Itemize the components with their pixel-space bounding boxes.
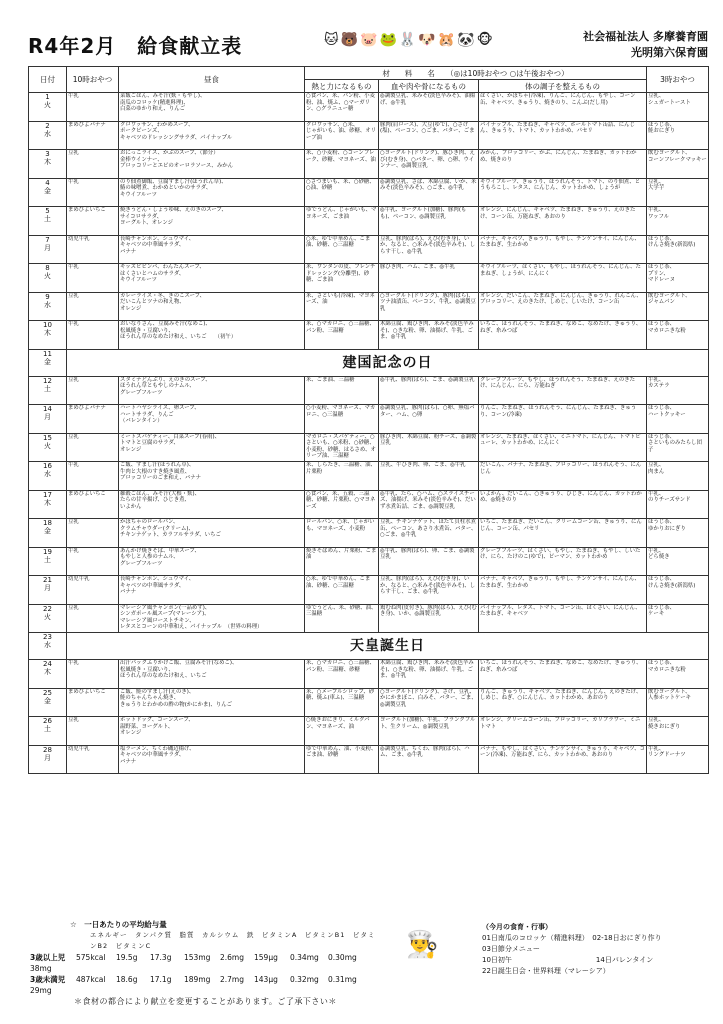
blood-cell: ヨーグルト(加糖)、牛乳、フランクフルト、生クリーム、◎調製豆乳 xyxy=(379,717,479,746)
chef-icon: 👨‍🍳 xyxy=(406,930,439,960)
snack10-cell: まめびよいちご xyxy=(67,688,119,717)
nutrition-row-label: 3歳以上児 xyxy=(30,953,66,962)
energy-cell: 米、さといも(冷凍)、マヨネーズ、油 xyxy=(305,292,379,321)
nutrition-value: 575kcal xyxy=(76,953,106,962)
day-number: 21 xyxy=(43,576,52,584)
weekday: 水 xyxy=(44,470,51,478)
blood-cell: 豆乳、牛ひき肉、卵、ごま、◎牛乳 xyxy=(379,462,479,491)
snack10-cell: 豆乳 xyxy=(67,150,119,179)
energy-cell: ○食パン、米、五穀、三温糖、砂糖、片栗粉、○マヨネーズ xyxy=(305,490,379,519)
day-cell xyxy=(29,264,67,293)
header-ingredients: 材 料 名 （◎は10時おやつ ○は午後おやつ） xyxy=(305,67,647,80)
day-cell xyxy=(29,349,67,376)
header-date: 日付 xyxy=(29,67,67,93)
energy-cell: ゆでうどん、じゃがいも、マヨネーズ、ごま油 xyxy=(305,207,379,236)
snack10-cell: 牛乳 xyxy=(67,321,119,350)
day-number: 25 xyxy=(43,688,52,697)
snack10-cell: 牛乳 xyxy=(67,264,119,293)
weekday: 金 xyxy=(44,527,51,535)
table-row xyxy=(29,717,709,746)
day-cell xyxy=(29,576,67,605)
snack10-cell: まめびよバナナ xyxy=(67,121,119,150)
snack3-cell: 豆乳、 焼きおにぎり xyxy=(647,717,709,746)
header xyxy=(28,28,708,66)
nutrition-value: 189mg xyxy=(184,975,211,984)
weekday: 金 xyxy=(44,696,51,705)
weekday: 木 xyxy=(44,668,51,676)
table-row xyxy=(29,576,709,605)
day-number: 12 xyxy=(43,376,52,385)
blood-cell: ◎牛乳、豚肉(ばら)、卵、ごま、◎調製豆乳 xyxy=(379,547,479,576)
snack3-cell: ほうじ茶、 ハートクッキー xyxy=(647,405,709,434)
body-cell: いちご、たまねぎ、だいこん、クリームコーン缶、きゅうり、にんじん、コーン缶、パセリ xyxy=(479,519,647,548)
weekday: 木 xyxy=(44,498,51,507)
snack3-cell: 牛乳、 リングドーナツ xyxy=(647,745,709,774)
lunch-cell: クロワッサン、わかめスープ、 ポークビーンズ、 キャベツのドレッシングサラダ、パイナップル xyxy=(119,121,305,150)
day-number: 4 xyxy=(45,178,50,187)
lunch-cell: おいなりさん、豆腐みそ汁(なめこ)、 松風焼き・豆腐いり、 ほうれん草のなめたけ和え、いちご （初午） xyxy=(119,321,305,350)
snack3-cell: 牛乳、 どら焼き xyxy=(647,547,709,576)
body-cell: オレンジ、たまねぎ、はくさい、ミニトマト、にんじん、トマトピューレ、カットわかめ、にんにく xyxy=(479,433,647,462)
nutrition-summary xyxy=(30,919,380,996)
blood-cell: ○ヨーグルト(ドリンク)、さけ、豆乳、かにかまぼこ、白みそ、バター、ごま、◎調製豆乳 xyxy=(379,688,479,717)
body-cell: オレンジ、クリームコーン缶、ブロッコリー、カリフラワー、ミニトマト xyxy=(479,717,647,746)
nutrition-value: 29mg xyxy=(30,986,52,995)
menu-table xyxy=(28,66,709,774)
snack10-cell: 豆乳 xyxy=(67,519,119,548)
day-cell xyxy=(29,717,67,746)
day-number: 18 xyxy=(43,519,52,527)
energy-cell: 米、○マカロニ、○三温糖、パン粉、三温糖 xyxy=(305,321,379,350)
nutrition-value: 159μg xyxy=(254,953,278,962)
day-number: 3 xyxy=(45,150,50,158)
lunch-cell: 長崎チャンポン、シュウマイ、 キャベツの中華風サラダ、 バナナ xyxy=(119,576,305,605)
day-cell xyxy=(29,321,67,350)
weekday: 火 xyxy=(44,612,51,621)
day-cell xyxy=(29,660,67,689)
body-cell: はくさい、かぼちゃ(冷凍)、りんご、にんじん、もやし、コーン缶、キャベツ、きゅうり、焼きのり、こんぶ(だし用) xyxy=(479,93,647,122)
body-cell: みかん、ブロッコリー、かぶ、にんじん、たまねぎ、カットわかめ、焼きのり xyxy=(479,150,647,179)
holiday-label: 天皇誕生日 xyxy=(67,633,709,660)
body-cell: キウイフルーツ、はくさい、もやし、ほうれんそう、にんじん、たまねぎ、しょうが、にんにく xyxy=(479,264,647,293)
table-row xyxy=(29,264,709,293)
weekday: 水 xyxy=(44,641,51,649)
table-row xyxy=(29,462,709,491)
table-row xyxy=(29,376,709,405)
blood-cell: ◎調製豆乳、ちくわ、豚肉(ばら)、ハム、ごま、◎牛乳 xyxy=(379,745,479,774)
day-number: 19 xyxy=(43,547,52,556)
weekday: 火 xyxy=(44,272,51,280)
nutrition-value: 487kcal xyxy=(76,975,106,984)
table-row xyxy=(29,207,709,236)
weekday: 水 xyxy=(44,129,51,138)
snack3-cell: 飲むヨーグルト、 ジャムパン xyxy=(647,292,709,321)
lunch-cell: スタミナどんぶり、えのきのスープ、 ほうれん草ともやしのナムル、 グレープフルーツ xyxy=(119,376,305,405)
body-cell: りんご、たまねぎ、ほうれんそう、にんじん、たまねぎ、きゅうり、コーン(冷凍) xyxy=(479,405,647,434)
day-number: 24 xyxy=(43,660,52,668)
day-cell xyxy=(29,292,67,321)
nutrition-value: 143μg xyxy=(254,975,278,984)
energy-cell: マカロニ・スパゲティー、○さといも、○米粉、○砂糖、小麦粉、砂糖、はるさめ、オリーブ油、三温糖 xyxy=(305,433,379,462)
lunch-cell: マレーシア風チャンポン(一品めす)、 シンガポール風スープ(マレーシア)、 マレーシア風ローストチキン、 レタスとコーンの中華和え、パイナップル （世界の料理） xyxy=(119,604,305,633)
table-row xyxy=(29,688,709,717)
weekday: 土 xyxy=(44,725,51,733)
body-cell: バナナ、キャベツ、きゅうり、もやし、チンゲンサイ、にんじん、たまねぎ、生わかめ xyxy=(479,235,647,264)
lunch-cell: ご飯、すまし汁(ほうれん草)、 牛肉と大根のすき焼き風煮、 ブロッコリーのごま和え、バナナ xyxy=(119,462,305,491)
blood-cell: 鶏むね肉(皮付き)、豚肉(ばら)、えび(むき身)、いか、◎調製豆乳 xyxy=(379,604,479,633)
lunch-cell: 菜飯ごはん、みそ汁(麩・もやし)、 南瓜のコロッケ(精進料理)、 白菜のゆかり和え、りんご xyxy=(119,93,305,122)
blood-cell: ◎牛乳、豚肉(ばら)、ごま、◎調製豆乳 xyxy=(379,376,479,405)
nutrition-row xyxy=(30,974,380,996)
day-number: 8 xyxy=(45,264,50,272)
snack10-cell: 豆乳 xyxy=(67,376,119,405)
weekday: 月 xyxy=(44,243,51,252)
snack10-cell: 豆乳 xyxy=(67,717,119,746)
menu-rows xyxy=(29,93,709,774)
day-cell xyxy=(29,745,67,774)
nutrition-value: 38mg xyxy=(30,964,52,973)
nutrition-title: ☆ 一日あたりの平均給与量 xyxy=(70,920,167,929)
day-number: 17 xyxy=(43,490,52,499)
body-cell: オレンジ、だいこん、たまねぎ、にんじん、きゅうり、れんこん、ブロッコリー、えのきたけ、しめじ、しいたけ、コーン缶 xyxy=(479,292,647,321)
footnote: ＊食材の都合により献立を変更することがあります。ご了承下さい＊ xyxy=(74,997,337,1006)
snack10-cell: 牛乳 xyxy=(67,547,119,576)
lunch-cell: あんかけ焼きそば、中華スープ、 もやしと人参のナムル、 グレープフルーツ xyxy=(119,547,305,576)
body-cell: いよかん、だいこん、○きゅうり、ひじき、にんじん、カットわかめ、◎焼きのり xyxy=(479,490,647,519)
day-number: 7 xyxy=(45,235,50,244)
energy-cell: ○小麦粉、マヨネーズ、マカロニ、○三温糖 xyxy=(305,405,379,434)
table-row xyxy=(29,547,709,576)
body-cell: グレープフルーツ、もやし、ほうれんそう、たまねぎ、えのきたけ、にんじん、にら、万能ねぎ xyxy=(479,376,647,405)
table-row xyxy=(29,150,709,179)
nutrition-value: 17.1g xyxy=(150,975,172,984)
weekday: 金 xyxy=(44,357,51,366)
lunch-cell: ご飯、鮭のすまし汁(えのき)、 鮭のちゃんちゃん焼き、 きゅうりとわかめの酢の物(かにかま)、りんご xyxy=(119,688,305,717)
table-row xyxy=(29,490,709,519)
day-cell xyxy=(29,121,67,150)
day-cell xyxy=(29,405,67,434)
blood-cell: ◎調製豆乳、米みそ(淡色辛みそ)、油揚げ、◎牛乳 xyxy=(379,93,479,122)
header-snack10: 10時おやつ xyxy=(67,67,119,93)
lunch-cell: 塩ラーメン、ちくわ磯辺揚げ、 キャベツの中華風サラダ、 バナナ xyxy=(119,745,305,774)
energy-cell: 米、ワンタンの皮、フレンチドレッシング(分離型)、砂糖、ごま油 xyxy=(305,264,379,293)
nutrition-value: 2.6mg xyxy=(220,953,244,962)
table-row xyxy=(29,405,709,434)
snack10-cell: 幼児牛乳 xyxy=(67,745,119,774)
day-cell xyxy=(29,150,67,179)
header-body: 体の調子を整えるもの xyxy=(479,80,647,93)
day-number: 5 xyxy=(45,207,50,215)
lunch-cell: おにっこライス、かぶのスープ、（節分） 金棒ウインナー、 ブロッコリーとエビのオーロラソース、みかん xyxy=(119,150,305,179)
nutrition-value: 17.3g xyxy=(150,953,172,962)
snack3-cell: 牛乳、 のりチーズサンド xyxy=(647,490,709,519)
energy-cell: ○さつまいも、米、○砂糖、○油、砂糖 xyxy=(305,178,379,207)
snack3-cell: 牛乳、 ワッフル xyxy=(647,207,709,236)
weekday: 火 xyxy=(44,441,51,450)
body-cell: りんご、きゅうり、キャベツ、たまねぎ、にんじん、えのきたけ、しめじ、ねぎ、○にんじん、カットわかめ、あおのり xyxy=(479,688,647,717)
nutrition-value: 2.7mg xyxy=(220,975,244,984)
day-cell xyxy=(29,519,67,548)
body-cell: パイナップル、たまねぎ、キャベツ、ホールトマト缶詰、にんじん、きゅうり、トマト、カットわかめ、パセリ xyxy=(479,121,647,150)
blood-cell: 豚肉(肩ロース)、大豆(ゆで)、○さけ(塩)、ベーコン、○ごま、バター、ごま xyxy=(379,121,479,150)
body-cell: オレンジ、にんじん、キャベツ、たまねぎ、きゅうり、えのきたけ、コーン缶、万能ねぎ、あおのり xyxy=(479,207,647,236)
body-cell: グレープフルーツ、はくさい、もやし、たまねぎ、もやし、しいたけ、にら、たけのこ(ゆで)、ピーマン、カットわかめ xyxy=(479,547,647,576)
holiday-row xyxy=(29,633,709,660)
lunch-cell: キッズビビンバ、わんたんスープ、 はくさいとハムのサラダ、 キウイフルーツ xyxy=(119,264,305,293)
header-energy: 熱と力になるもの xyxy=(305,80,379,93)
body-cell: パイナップル、レタス、トマト、コーン缶、はくさい、にんじん、たまねぎ、キャベツ xyxy=(479,604,647,633)
snack3-cell: ほうじ茶、 けんさ焼き(新潟県) xyxy=(647,235,709,264)
weekday: 水 xyxy=(44,300,51,309)
weekday: 土 xyxy=(44,215,51,223)
lunch-cell: ホットドッグ、コーンスープ、 温野菜、ヨーグルト、 オレンジ xyxy=(119,717,305,746)
day-cell xyxy=(29,376,67,405)
weekday: 月 xyxy=(44,584,51,592)
snack3-cell: 飲むヨーグルト、 人参ホットケーキ xyxy=(647,688,709,717)
weekday: 火 xyxy=(44,101,51,109)
blood-cell: ○ヨーグルト(ドリンク)、豚肉(ばら)、ツナ油漬缶、ベーコン、牛乳、◎調製豆乳 xyxy=(379,292,479,321)
day-number: 1 xyxy=(45,93,50,101)
day-number: 2 xyxy=(45,121,50,130)
day-number: 10 xyxy=(43,321,52,329)
day-number: 11 xyxy=(43,349,52,358)
blood-cell: ◎調製豆乳、さば、木綿豆腐、いか、米みそ(淡色辛みそ)、○ごま、◎牛乳 xyxy=(379,178,479,207)
blood-cell: 豆乳、チキンナゲット、ほたて貝柱水煮缶、ベーコン、あさり水煮缶、バター、○ごま、◎牛乳 xyxy=(379,519,479,548)
event-item: 01日南瓜のコロッケ（精進料理） 02-18日おにぎり作り xyxy=(482,934,662,942)
day-cell xyxy=(29,688,67,717)
body-cell: だいこん、バナナ、たまねぎ、ブロッコリー、ほうれんそう、にんじん xyxy=(479,462,647,491)
energy-cell: 米、○メープルシロップ、砂糖、焼ふ(車ふ)、三温糖 xyxy=(305,688,379,717)
energy-cell: ○米、ゆで中華めん、ごま油、砂糖、○三温糖 xyxy=(305,235,379,264)
nursery-name: 光明第六保育園 xyxy=(631,46,708,59)
blood-cell: ◎調製豆乳、豚肉(ばら)、○卵、無塩バター、ハム、○卵 xyxy=(379,405,479,434)
snack10-cell: 幼児牛乳 xyxy=(67,576,119,605)
snack10-cell: まめびよバナナ xyxy=(67,405,119,434)
nutrition-row-label: 3歳未満児 xyxy=(30,975,66,984)
lunch-cell: 長崎チャンポン、シュウマイ、 キャベツの中華風サラダ、 バナナ xyxy=(119,235,305,264)
snack3-cell: 豆乳、 肉まん xyxy=(647,462,709,491)
snack10-cell: まめびよいちご xyxy=(67,490,119,519)
event-item: 03日節分メニュー xyxy=(482,945,540,953)
day-cell xyxy=(29,490,67,519)
table-row xyxy=(29,433,709,462)
energy-cell: ゆでうどん、米、砂糖、油、三温糖 xyxy=(305,604,379,633)
day-cell xyxy=(29,633,67,660)
nutrition-value: 153mg xyxy=(184,953,211,962)
table-row xyxy=(29,660,709,689)
nutrition-value: 19.5g xyxy=(116,953,138,962)
weekday: 木 xyxy=(44,329,51,337)
day-cell xyxy=(29,207,67,236)
body-cell: バナナ、キャベツ、きゅうり、もやし、チンゲンサイ、にんじん、たまねぎ、生わかめ xyxy=(479,576,647,605)
energy-cell: ○食パン、米、パン粉、小麦粉、油、焼ふ、○マーガリン、○グラニュー糖 xyxy=(305,93,379,122)
blood-cell: 豆乳、豚肉(ばら)、えび(むき身)、いか、なると、○米みそ(淡色辛みそ)、しらす干し、ごま、◎牛乳 xyxy=(379,576,479,605)
table-row xyxy=(29,235,709,264)
event-item: 10日初午 14日バレンタイン xyxy=(482,956,654,964)
day-number: 22 xyxy=(43,604,52,613)
weekday: 月 xyxy=(44,753,51,762)
energy-cell: 米、○小麦粉、○コーンフレーク、砂糖、マヨネーズ、油 xyxy=(305,150,379,179)
snack10-cell: 豆乳 xyxy=(67,604,119,633)
table-row xyxy=(29,321,709,350)
header-blood: 血や肉や骨になるもの xyxy=(379,80,479,93)
header-snack3: 3時おやつ xyxy=(647,67,709,93)
snack3-cell: ほうじ茶、 鮭おにぎり xyxy=(647,121,709,150)
day-number: 9 xyxy=(45,292,50,301)
snack10-cell: 牛乳 xyxy=(67,462,119,491)
energy-cell: 米、ごま油、三温糖 xyxy=(305,376,379,405)
snack10-cell: 牛乳 xyxy=(67,660,119,689)
energy-cell: ○焼きおにぎり、ミルクパン、マヨネーズ、油 xyxy=(305,717,379,746)
events-box xyxy=(482,922,710,977)
snack3-cell: 牛乳、 カステラ xyxy=(647,376,709,405)
weekday: 土 xyxy=(44,555,51,564)
blood-cell: ◎牛乳、たら、○ハム、○スライスチーズ、油揚げ、米みそ(淡色辛みそ)、だいず水煮缶詰、ごま、◎調製豆乳 xyxy=(379,490,479,519)
day-cell xyxy=(29,462,67,491)
table-row xyxy=(29,121,709,150)
day-number: 14 xyxy=(43,405,52,413)
blood-cell: 木綿豆腐、鶏ひき肉、米みそ(淡色辛みそ)、○きな粉、卵、油揚げ、牛乳、ごま、◎牛乳 xyxy=(379,321,479,350)
day-number: 23 xyxy=(43,633,52,641)
events-title: （今月の食育・行事） xyxy=(482,923,552,931)
energy-cell: 米、○マカロニ、○三温糖、パン粉、三温糖、砂糖 xyxy=(305,660,379,689)
lunch-cell: かぼちゃのロールパン、 クラムチャウダー(クリーム)、 チキンナゲット、カラフルサラダ、いちご xyxy=(119,519,305,548)
body-cell: キウイフルーツ、きゅうり、ほうれんそう、トマト、のり佃煮、とうもろこし、レタス、にんじん、カットわかめ、しょうが xyxy=(479,178,647,207)
weekday: 土 xyxy=(44,384,51,393)
blood-cell: 木綿豆腐、鶏ひき肉、米みそ(淡色辛みそ)、○きな粉、卵、油揚げ、牛乳、ごま、◎牛乳 xyxy=(379,660,479,689)
energy-cell: ロールパン、○米、じゃがいも、マヨネーズ、小麦粉 xyxy=(305,519,379,548)
nutrition-value: 0.31mg xyxy=(328,975,357,984)
snack3-cell: ほうじ茶、 ゆかりおにぎり xyxy=(647,519,709,548)
animal-decoration-icons: 🐱🐻🐷🐸🐰🐶🐹🐼🐵 xyxy=(324,32,495,48)
body-cell: いちご、ほうれんそう、たまねぎ、なめこ、なめたけ、きゅうり、ねぎ、糸みつば xyxy=(479,660,647,689)
snack3-cell: ほうじ茶、 マカロニきな粉 xyxy=(647,660,709,689)
table-row xyxy=(29,745,709,774)
lunch-cell: カレーライス・冬、きのこスープ、 だいこんとツナの和え物、 オレンジ xyxy=(119,292,305,321)
body-cell: いちご、ほうれんそう、たまねぎ、なめこ、なめたけ、きゅうり、ねぎ、糸みつば xyxy=(479,321,647,350)
snack3-cell: ほうじ茶、 さといものみたらし団子 xyxy=(647,433,709,462)
snack10-cell: 豆乳 xyxy=(67,292,119,321)
header-lunch: 昼食 xyxy=(119,67,305,93)
organization-name: 社会福祉法人 多摩養育園 xyxy=(583,30,708,43)
table-row xyxy=(29,178,709,207)
event-item: 22日誕生日会・世界料理（マレーシア） xyxy=(482,967,610,975)
day-cell xyxy=(29,433,67,462)
day-number: 16 xyxy=(43,462,52,470)
blood-cell: ◎牛乳、ヨーグルト(加糖)、豚肉(もも)、ベーコン、◎調製豆乳 xyxy=(379,207,479,236)
weekday: 金 xyxy=(44,186,51,195)
weekday: 木 xyxy=(44,158,51,166)
day-number: 28 xyxy=(43,745,52,754)
blood-cell: ○ヨーグルト(ドリンク)、豚ひき肉、えび(むき身)、○バター、卵、○卵、ウインナー、◎調製豆乳 xyxy=(379,150,479,179)
lunch-cell: 出汁パックふりかけご飯、豆腐みそ汁(なめこ)、 松風焼き・豆腐いり、 ほうれん草のなめたけ和え、いちご xyxy=(119,660,305,689)
energy-cell: 米、しらたき、三温糖、油、片栗粉 xyxy=(305,462,379,491)
energy-cell: クロワッサン、○米、 じゃがいも、油、砂糖、オリーブ油 xyxy=(305,121,379,150)
snack10-cell: 豆乳 xyxy=(67,433,119,462)
day-cell xyxy=(29,93,67,122)
snack10-cell: 幼児牛乳 xyxy=(67,235,119,264)
lunch-cell: ミートスパゲティー、白菜スープ(春雨)、 トマトと豆腐のサラダ、 オレンジ xyxy=(119,433,305,462)
nutrition-value: 0.30mg xyxy=(328,953,357,962)
lunch-cell: のり佃煮御飯、豆腐すまし汁(ほうれん草)、 鰆の味噌煮、わかめといかのサラダ、 キウイフルーツ xyxy=(119,178,305,207)
energy-cell: 焼きそばめん、片栗粉、ごま油 xyxy=(305,547,379,576)
table-row xyxy=(29,519,709,548)
nutrition-value: 0.32mg xyxy=(290,975,319,984)
blood-cell: 豚ひき肉、木綿豆腐、粉チーズ、◎調製豆乳 xyxy=(379,433,479,462)
day-cell xyxy=(29,604,67,633)
snack3-cell: ほうじ茶、 ケーキ xyxy=(647,604,709,633)
snack3-cell: ほうじ茶、 プリン、 マドレーヌ xyxy=(647,264,709,293)
holiday-row xyxy=(29,349,709,376)
snack3-cell: 豆乳、 大学芋 xyxy=(647,178,709,207)
blood-cell: 豚ひき肉、ハム、ごま、◎牛乳 xyxy=(379,264,479,293)
energy-cell: ゆで中華めん、油、小麦粉、ごま油、砂糖 xyxy=(305,745,379,774)
day-cell xyxy=(29,235,67,264)
lunch-cell: 雑穀ごはん、みそ汁(大根・麩)、 たらの甘辛揚げ、ひじき煮、 いよかん xyxy=(119,490,305,519)
table-row xyxy=(29,604,709,633)
snack3-cell: 豆乳、 シュガートースト xyxy=(647,93,709,122)
nutrition-rows xyxy=(30,952,380,996)
nutrition-value: 0.34mg xyxy=(290,953,319,962)
day-cell xyxy=(29,178,67,207)
page-title: R4年2月 給食献立表 xyxy=(28,34,243,58)
blood-cell: 豆乳、豚肉(ばら)、えび(むき身)、いか、なると、○米みそ(淡色辛みそ)、しらす干し、◎牛乳 xyxy=(379,235,479,264)
day-cell xyxy=(29,547,67,576)
holiday-label: 建国記念の日 xyxy=(67,349,709,376)
day-number: 26 xyxy=(43,717,52,725)
body-cell: バナナ、もやし、はくさい、チンゲンサイ、きゅうり、キャベツ、コーン(冷凍)、万能ねぎ、にら、カットわかめ、あおのり xyxy=(479,745,647,774)
snack3-cell: ほうじ茶、 けんさ焼き(新潟県) xyxy=(647,576,709,605)
snack3-cell: 飲むヨーグルト、 コーンフレークマッキー xyxy=(647,150,709,179)
snack10-cell: まめびよいちご xyxy=(67,207,119,236)
table-row xyxy=(29,292,709,321)
snack10-cell: 牛乳 xyxy=(67,178,119,207)
snack10-cell: 牛乳 xyxy=(67,93,119,122)
lunch-cell: ハートハヤシライス、卵スープ、 ハートサラダ、りんご （バレンタイン） xyxy=(119,405,305,434)
table-row xyxy=(29,93,709,122)
nutrition-header: エネルギー タンパク質 脂質 カルシウム 鉄 ビタミンA ビタミンB1 ビタミンB2 ビタミンC xyxy=(90,931,376,950)
day-number: 15 xyxy=(43,433,52,442)
nutrition-value: 18.6g xyxy=(116,975,138,984)
snack3-cell: ほうじ茶、 マカロニきな粉 xyxy=(647,321,709,350)
lunch-cell: 焼きうどん・しょうゆ味、えのきのスープ、 サイコロサラダ、 ヨーグルト、オレンジ xyxy=(119,207,305,236)
energy-cell: ○米、ゆで中華めん、ごま油、砂糖、○三温糖 xyxy=(305,576,379,605)
nutrition-row xyxy=(30,952,380,974)
weekday: 月 xyxy=(44,413,51,421)
